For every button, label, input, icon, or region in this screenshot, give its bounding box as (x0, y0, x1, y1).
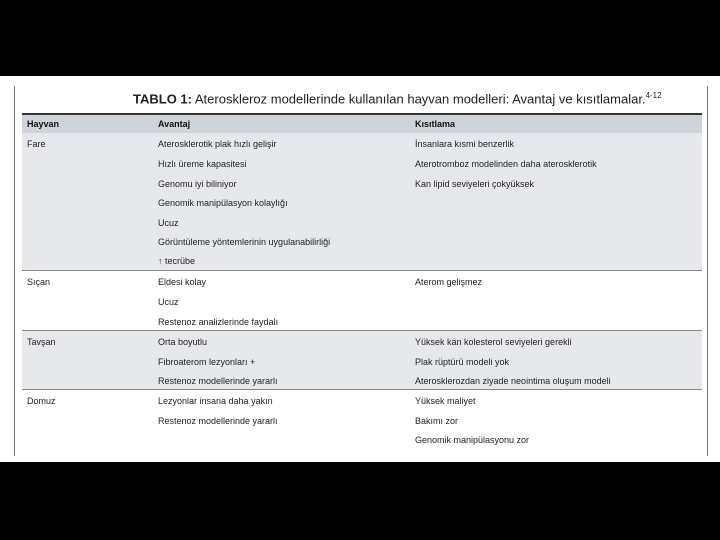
header-animal: Hayvan (27, 119, 60, 129)
table-title-ref: 4-12 (645, 91, 662, 100)
advantage-item: ↑ tecrübe (158, 256, 196, 266)
advantage-item: Lezyonlar insana daha yakın (158, 396, 273, 406)
advantage-item: Ucuz (158, 218, 179, 228)
advantage-item: Görüntüleme yöntemlerinin uygulanabilirliği (158, 237, 331, 247)
advantage-item: Eldesi kolay (158, 277, 207, 287)
header-limitation: Kısıtlama (415, 119, 456, 129)
advantage-item: Restenoz modellerinde yararlı (158, 416, 278, 426)
advantage-item: Orta boyutlu (158, 337, 208, 347)
row-separator (22, 389, 702, 390)
advantage-item: Genomu iyi biliniyor (158, 179, 237, 189)
table-title-text: Ateroskleroz modellerinde kullanılan hayvan modelleri: Avantaj ve kısıtlamalar. (194, 91, 646, 107)
limitation-item: İnsanlara kısmi benzerlik (415, 139, 515, 149)
animal-sican: Sıçan (27, 277, 51, 287)
document-page (0, 76, 720, 462)
advantage-item: Hızlı üreme kapasitesi (158, 159, 247, 169)
limitation-item: Plak rüptürü modeli yok (415, 357, 510, 367)
header-advantage: Avantaj (158, 119, 191, 129)
table-title-label: TABLO 1: (133, 91, 192, 107)
table-header (22, 115, 702, 133)
animal-tavsan: Tavşan (27, 337, 56, 347)
advantage-item: Restenoz modellerinde yararlı (158, 376, 278, 386)
limitation-item: Aterom gelişmez (415, 277, 483, 287)
advantage-item: Ucuz (158, 297, 179, 307)
table-title (133, 91, 662, 106)
limitation-item: Aterotromboz modelinden daha aterosklerotik (415, 159, 597, 169)
advantage-item: Genomik manipülasyon kolaylığı (158, 198, 288, 208)
row-band-fare (22, 133, 702, 270)
limitation-item: Kan lipid seviyeleri çokyüksek (415, 179, 535, 189)
limitation-item: Yüksek maliyet (415, 396, 476, 406)
animal-fare: Fare (27, 139, 46, 149)
advantage-item: Aterosklerotik plak hızlı gelişir (158, 139, 277, 149)
limitation-item: Yüksek kan kolesterol seviyeleri gerekli (415, 337, 572, 347)
advantage-item: Restenoz analizlerinde faydalı (158, 317, 279, 327)
animal-domuz: Domuz (27, 396, 56, 406)
limitation-item: Aterosklerozdan ziyade neointima oluşum modeli (415, 376, 611, 386)
limitation-item: Bakımı zor (415, 416, 459, 426)
limitation-item: Genomik manipülasyonu zor (415, 435, 530, 445)
row-separator (22, 270, 702, 271)
advantage-item: Fibroaterom lezyonları + (158, 357, 256, 367)
